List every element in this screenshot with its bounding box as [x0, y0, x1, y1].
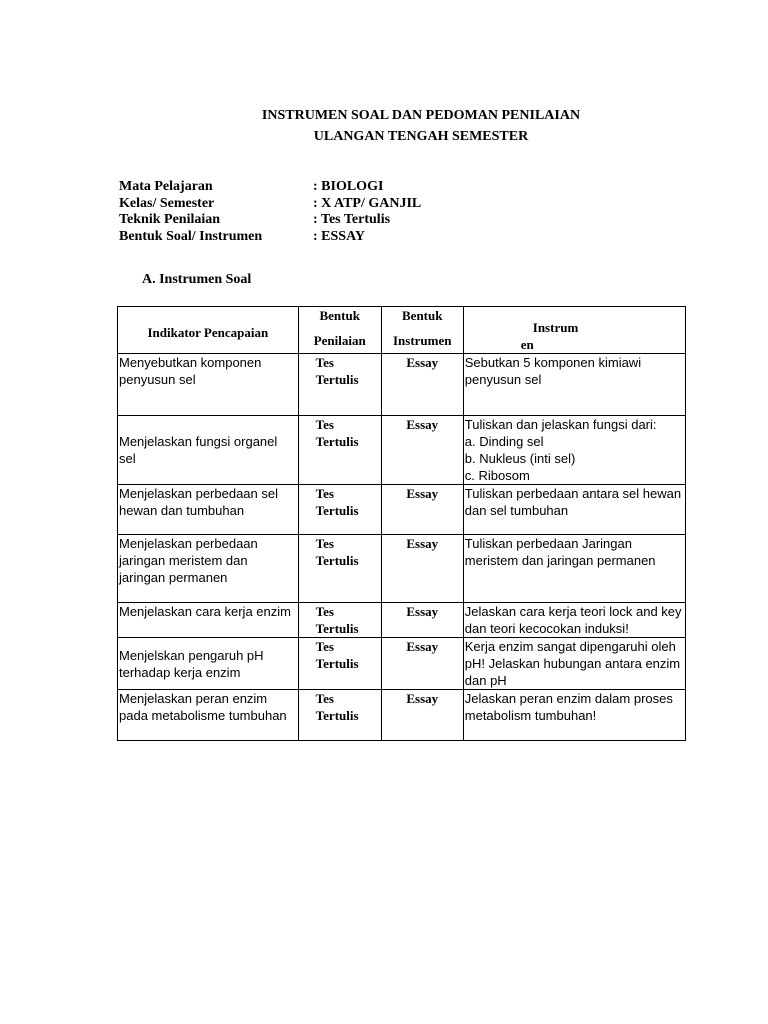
info-value-bentuk-soal: : ESSAY: [313, 229, 366, 244]
cell-bentuk-instrumen: Essay: [381, 690, 463, 741]
cell-bentuk-instrumen: Essay: [381, 603, 463, 638]
header-indikator: Indikator Pencapaian: [118, 307, 299, 354]
cell-bentuk-penilaian: Tes Tertulis: [298, 638, 381, 690]
table-header-row: [118, 307, 686, 354]
cell-soal: Jelaskan peran enzim dalam proses metabolism tumbuhan!: [463, 690, 685, 741]
cell-indikator: Menjelskan pengaruh pH terhadap kerja enzim: [118, 638, 299, 690]
table-row: [118, 638, 686, 690]
cell-indikator: Menjelaskan fungsi organel sel: [118, 416, 299, 485]
info-value-teknik-penilaian: : Tes Tertulis: [313, 212, 391, 227]
table-row: [118, 603, 686, 638]
header-bentuk-penilaian-line1: Bentuk: [319, 308, 360, 323]
table-row: [118, 354, 686, 416]
header-instrumen-line2: en: [520, 337, 534, 352]
header-instrumen-line1: Instrum: [532, 320, 579, 335]
cell-bentuk-instrumen: Essay: [381, 485, 463, 535]
info-label-teknik-penilaian: Teknik Penilaian: [119, 212, 221, 227]
cell-indikator: Menjelaskan peran enzim pada metabolisme tumbuhan: [118, 690, 299, 741]
cell-indikator: Menjelaskan perbedaan jaringan meristem dan jaringan permanen: [118, 535, 299, 603]
header-bentuk-penilaian-line2: Penilaian: [313, 333, 366, 348]
cell-bentuk-instrumen: Essay: [381, 354, 463, 416]
soal-text: Tuliskan dan jelaskan fungsi dari:: [464, 417, 657, 432]
cell-soal: Tuliskan perbedaan Jaringan meristem dan jaringan permanen: [463, 535, 685, 603]
cell-bentuk-penilaian: Tes Tertulis: [298, 354, 381, 416]
info-label-mata-pelajaran: Mata Pelajaran: [119, 179, 213, 194]
header-bentuk-instrumen: [381, 307, 463, 354]
cell-bentuk-penilaian: Tes Tertulis: [298, 690, 381, 741]
header-bentuk-instrumen-line1: Bentuk: [402, 308, 443, 323]
cell-bentuk-instrumen: Essay: [381, 416, 463, 485]
cell-bentuk-instrumen: Essay: [381, 638, 463, 690]
header-bentuk-instrumen-line2: Instrumen: [392, 333, 452, 348]
cell-indikator: Menyebutkan komponen penyusun sel: [118, 354, 299, 416]
cell-bentuk-penilaian: Tes Tertulis: [298, 485, 381, 535]
cell-soal: Sebutkan 5 komponen kimiawi penyusun sel: [463, 354, 685, 416]
info-value-kelas-semester: : X ATP/ GANJIL: [313, 196, 422, 211]
cell-indikator: Menjelaskan cara kerja enzim: [118, 603, 299, 638]
table-row: [118, 416, 686, 485]
section-heading-instrumen-soal: A. Instrumen Soal: [142, 272, 252, 287]
cell-soal: [463, 416, 685, 485]
soal-item: b. Nukleus (inti sel): [464, 451, 576, 466]
instrumen-soal-table: [117, 306, 686, 741]
header-instrumen: [463, 307, 685, 354]
header-bentuk-penilaian: [298, 307, 381, 354]
cell-soal: Tuliskan perbedaan antara sel hewan dan sel tumbuhan: [463, 485, 685, 535]
document-title-line2: ULANGAN TENGAH SEMESTER: [313, 129, 529, 144]
table-row: [118, 485, 686, 535]
soal-item: c. Ribosom: [464, 468, 530, 483]
info-label-kelas-semester: Kelas/ Semester: [119, 196, 215, 211]
table-row: [118, 535, 686, 603]
table-row: [118, 690, 686, 741]
cell-soal: Jelaskan cara kerja teori lock and key dan teori kecocokan induksi!: [463, 603, 685, 638]
info-label-bentuk-soal: Bentuk Soal/ Instrumen: [119, 229, 263, 244]
cell-bentuk-penilaian: Tes Tertulis: [298, 603, 381, 638]
cell-bentuk-penilaian: Tes Tertulis: [298, 416, 381, 485]
cell-bentuk-instrumen: Essay: [381, 535, 463, 603]
info-value-mata-pelajaran: : BIOLOGI: [313, 179, 384, 194]
cell-indikator: Menjelaskan perbedaan sel hewan dan tumbuhan: [118, 485, 299, 535]
document-title-line1: INSTRUMEN SOAL DAN PEDOMAN PENILAIAN: [261, 108, 581, 123]
cell-bentuk-penilaian: Tes Tertulis: [298, 535, 381, 603]
cell-soal: Kerja enzim sangat dipengaruhi oleh pH! Jelaskan hubungan antara enzim dan pH: [463, 638, 685, 690]
soal-item: a. Dinding sel: [464, 434, 544, 449]
